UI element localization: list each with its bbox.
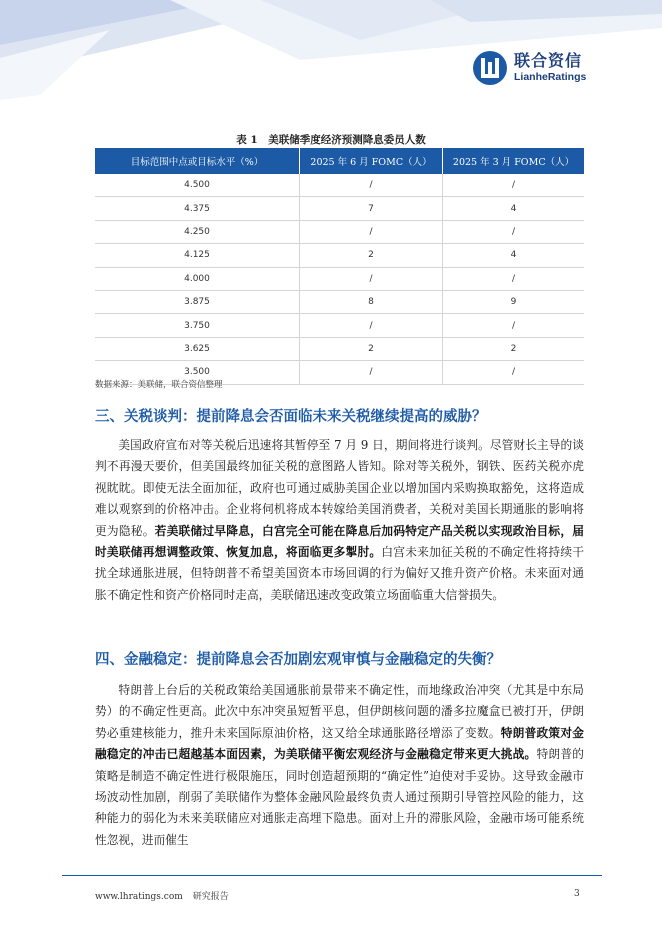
table-cell: 4.500: [95, 174, 300, 197]
section-4-heading: 四、金融稳定：提前降息会否加剧宏观审慎与金融稳定的失衡？: [95, 652, 501, 668]
table-cell: 3.750: [95, 314, 300, 337]
table-cell: 3.875: [95, 290, 300, 313]
table-cell: 4.000: [95, 267, 300, 290]
table-row: [95, 314, 584, 337]
table-cell: /: [443, 174, 585, 197]
table-cell: 4.125: [95, 244, 300, 267]
footer-divider: [62, 875, 602, 876]
table-row: [95, 220, 584, 243]
fomc-table: [95, 148, 584, 385]
paragraph-emphasis: 若美联储过早降息，白宫完全可能在降息后加码特定产品关税以实现政治目标，届时美联储再想调整政策、恢复加息，将面临更多掣肘。: [95, 523, 584, 560]
table-row: [95, 174, 584, 197]
brand-name-en: LianheRatings: [514, 71, 587, 83]
footer-website: www.lhratings.com: [95, 892, 183, 902]
table-row: [95, 197, 584, 220]
paragraph-emphasis: 特朗普政策对金融稳定的冲击已超越基本面因素，为美联储平衡宏观经济与金融稳定带来更大挑战。: [95, 725, 584, 762]
table-row: [95, 337, 584, 360]
paragraph-text: 美国政府宣布对等关税后迅速将其暂停至 7 月 9 日，期间将进行谈判。尽管财长主导的谈判不再漫天要价，但美国最终加征关税的意图路人皆知。除对等关税外，钢铁、医药关税亦虎视眈眈。即使无法全面加征，政府也可通过威胁美国企业以增加国内采购换取豁免，这将造成难以观察到的价格冲击。企业将伺机将成本转嫁给美国消费者，关税对美国长期通胀的影响将更为隐秘。: [95, 438, 584, 538]
table-cell: /: [300, 314, 443, 337]
table-row: [95, 244, 584, 267]
table-row: [95, 267, 584, 290]
column-header: 目标范围中点或目标水平（%）: [95, 148, 300, 174]
table-cell: 7: [300, 197, 443, 220]
table-header-row: [95, 148, 584, 174]
brand-logo: [472, 50, 586, 86]
table-cell: /: [300, 361, 443, 384]
table-row: [95, 290, 584, 313]
column-header: 2025 年 3 月 FOMC（人）: [443, 148, 585, 174]
paragraph: [95, 680, 584, 851]
table-cell: /: [443, 314, 585, 337]
paragraph-text: 特朗普上台后的关税政策给美国通胀前景带来不确定性，而地缘政治冲突（尤其是中东局势）的不确定性更高。此次中东冲突虽短暂平息，但伊朗核问题的潘多拉魔盒已被打开，伊朗势必重建核能力，推升未来国际原油价格，这又给全球通胀路径增添了变数。: [95, 683, 584, 740]
table-cell: 4.250: [95, 220, 300, 243]
table-cell: 2: [300, 337, 443, 360]
table-cell: 4: [443, 244, 585, 267]
column-header: 2025 年 6 月 FOMC（人）: [300, 148, 443, 174]
table-cell: 2: [443, 337, 585, 360]
paragraph: [95, 435, 584, 606]
table-cell: 3.500: [95, 361, 300, 384]
table-cell: 4: [443, 197, 585, 220]
section-3-body: [95, 435, 584, 606]
lianhe-logo-icon: [472, 50, 508, 86]
table-title: 表 1 美联储季度经济预测降息委员人数: [236, 134, 426, 146]
paragraph-text: 白宫未来加征关税的不确定性将持续干扰全球通胀进展，但特朗普不希望美国资本市场回调的行为偏好又推升资产价格。未来面对通胀不确定性和资产价格同时走高，美联储迅速改变政策立场面临重大信誉损失。: [95, 545, 584, 602]
table-source-note: 数据来源：美联储，联合资信整理: [95, 380, 223, 390]
paragraph-text: 特朗普的策略是制造不确定性进行极限施压，同时创造超预期的“确定性”迫使对手妥协。这导致金融市场波动性加剧，削弱了美联储作为整体金融风险最终负责人通过预期引导管控风险的能力，这种能力的弱化为未来美联储应对通胀走高埋下隐患。面对上升的滞胀风险，金融市场可能系统性忽视，进而催生: [95, 747, 584, 847]
footer-label: 研究报告: [192, 892, 229, 902]
table-cell: /: [443, 220, 585, 243]
table-cell: 8: [300, 290, 443, 313]
brand-name-cn: 联合资信: [514, 51, 583, 70]
table-cell: /: [300, 174, 443, 197]
table-cell: 9: [443, 290, 585, 313]
table-cell: /: [443, 267, 585, 290]
table-cell: /: [300, 220, 443, 243]
section-3-heading: 三、关税谈判：提前降息会否面临未来关税继续提高的威胁？: [95, 409, 487, 425]
section-4-body: [95, 680, 584, 851]
table-cell: 2: [300, 244, 443, 267]
table-cell: 3.625: [95, 337, 300, 360]
table-cell: 4.375: [95, 197, 300, 220]
table-cell: /: [443, 361, 585, 384]
table-cell: /: [300, 267, 443, 290]
footer: [95, 889, 239, 902]
page-number: 3: [574, 889, 580, 899]
